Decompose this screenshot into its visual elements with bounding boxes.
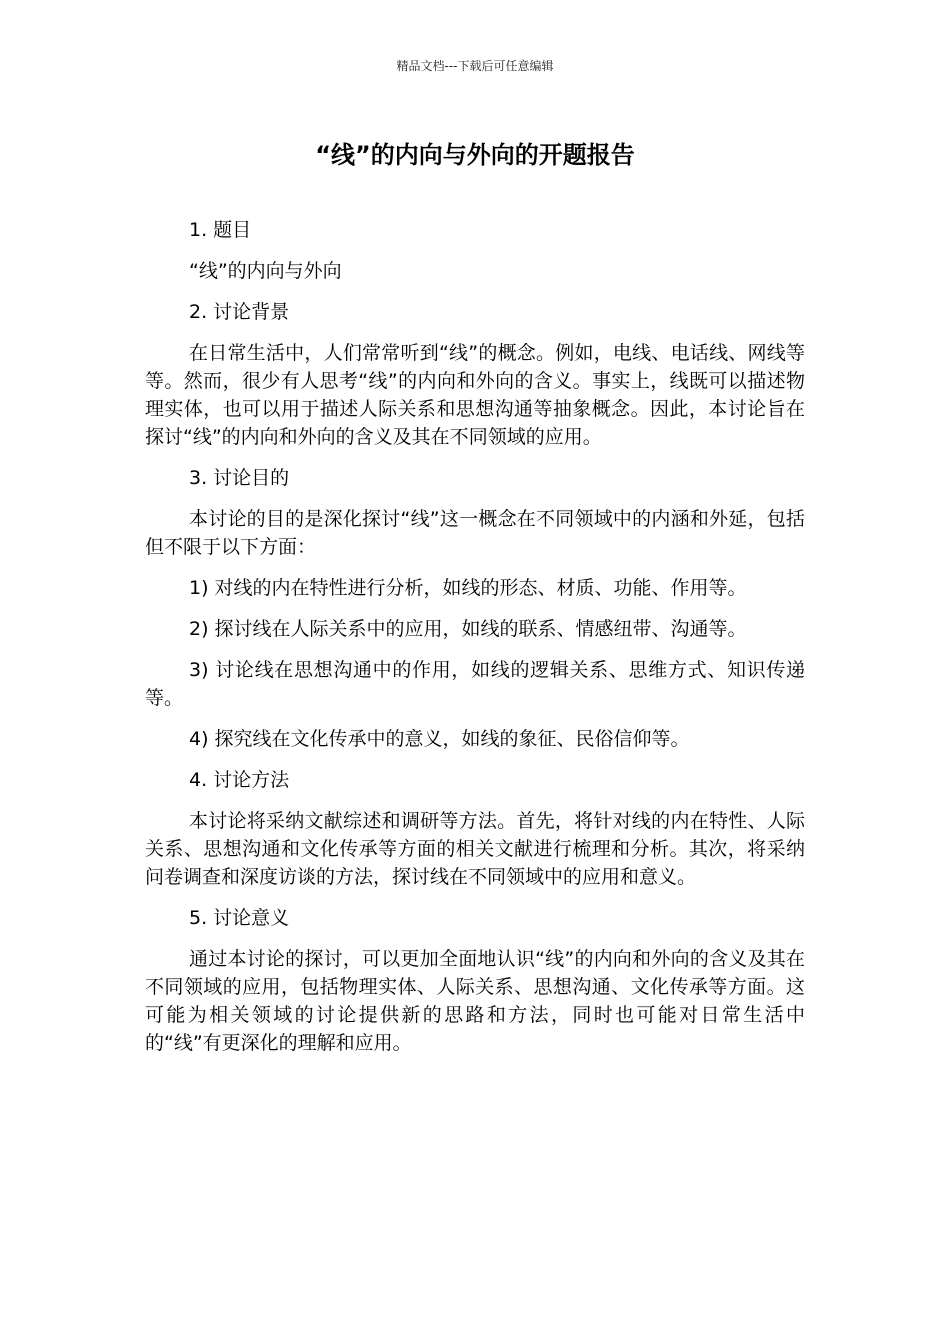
background-paragraph: 在日常生活中，人们常常听到“线”的概念。例如，电线、电话线、网线等等。然而，很少有人思考“线”的内向和外向的含义。事实上，线既可以描述物理实体，也可以用于描述人际关系和思想沟通等抽象概念。因此，本讨论旨在探讨“线”的内向和外向的含义及其在不同领域的应用。 <box>145 342 805 448</box>
section-heading-background: 2. 讨论背景 <box>189 301 290 323</box>
topic-text: “线”的内向与外向 <box>189 260 342 282</box>
section-heading-significance: 5. 讨论意义 <box>189 907 290 929</box>
purpose-item-3: 3) 讨论线在思想沟通中的作用，如线的逻辑关系、思维方式、知识传递等。 <box>145 659 805 709</box>
purpose-item-2: 2) 探讨线在人际关系中的应用，如线的联系、情感纽带、沟通等。 <box>189 618 747 640</box>
section-heading-topic: 1. 题目 <box>189 219 252 241</box>
purpose-item-1: 1) 对线的内在特性进行分析，如线的形态、材质、功能、作用等。 <box>189 577 747 599</box>
method-paragraph: 本讨论将采纳文献综述和调研等方法。首先，将针对线的内在特性、人际关系、思想沟通和文化传承等方面的相关文献进行梳理和分析。其次，将采纳问卷调查和深度访谈的方法，探讨线在不同领域中的应用和意义。 <box>145 810 805 888</box>
document-body <box>145 216 805 1070</box>
significance-paragraph: 通过本讨论的探讨，可以更加全面地认识“线”的内向和外向的含义及其在不同领域的应用，包括物理实体、人际关系、思想沟通、文化传承等方面。这可能为相关领域的讨论提供新的思路和方法，同时也可能对日常生活中的“线”有更深化的理解和应用。 <box>145 948 805 1054</box>
purpose-item-4: 4) 探究线在文化传承中的意义，如线的象征、民俗信仰等。 <box>189 728 690 750</box>
document-title: “线”的内向与外向的开题报告 <box>315 141 635 169</box>
purpose-paragraph: 本讨论的目的是深化探讨“线”这一概念在不同领域中的内涵和外延，包括但不限于以下方面： <box>145 508 805 558</box>
section-heading-purpose: 3. 讨论目的 <box>189 467 290 489</box>
header-note: 精品文档---下载后可任意编辑 <box>396 59 554 73</box>
section-heading-method: 4. 讨论方法 <box>189 769 290 791</box>
